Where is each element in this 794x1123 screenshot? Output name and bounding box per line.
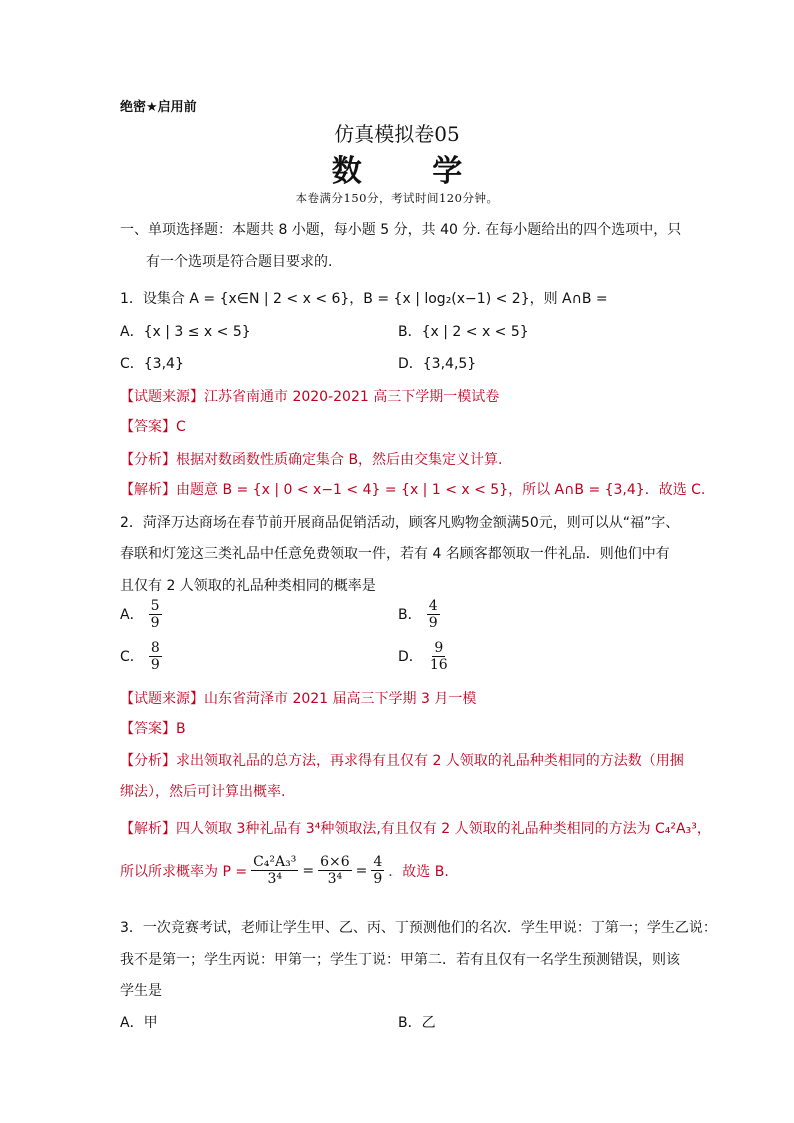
fraction-denominator: 3⁴ <box>267 871 282 887</box>
q1-source: 【试题来源】江苏省南通市 2020-2021 高三下学期一模试卷 <box>120 389 500 405</box>
q2-option-d-label: D． <box>398 649 423 665</box>
q2-option-c <box>120 640 162 673</box>
q3-stem-line3: 学生是 <box>120 983 162 999</box>
fraction-denominator: 9 <box>150 657 160 673</box>
q2-solution-line1: 【解析】四人领取 3种礼品有 3⁴种领取法,有且仅有 2 人领取的礼品种类相同的方法为 C₄²A₃³， <box>120 821 711 837</box>
q1-solution: 【解析】由题意 B = {x | 0 < x−1 < 4} = {x | 1 < x < 5}，所以 A∩B = {3,4}．故选 C. <box>120 482 706 498</box>
q1-analysis: 【分析】根据对数函数性质确定集合 B，然后由交集定义计算. <box>120 452 503 468</box>
q2-stem-line2: 春联和灯笼这三类礼品中任意免费领取一件，若有 4 名顾客都领取一件礼品．则他们中有 <box>120 546 670 562</box>
q2-option-a <box>120 598 162 631</box>
q2-solution-fraction-1 <box>251 854 298 887</box>
q2-option-b-label: B． <box>398 607 422 623</box>
q2-option-d-fraction <box>428 640 450 673</box>
fraction-denominator: 9 <box>373 871 383 887</box>
fraction-numerator: 8 <box>150 640 160 656</box>
q2-solution-fraction-2 <box>318 854 352 887</box>
q1-option-a: A．{x | 3 ≤ x < 5} <box>120 324 251 340</box>
q2-option-b <box>398 598 440 631</box>
q1-option-c: C．{3,4} <box>120 356 184 372</box>
q2-source: 【试题来源】山东省菏泽市 2021 届高三下学期 3 月一模 <box>120 691 477 707</box>
fraction-numerator: C₄²A₃³ <box>253 854 297 870</box>
q2-stem-line1: 2．菏泽万达商场在春节前开展商品促销活动，顾客凡购物金额满50元，则可以从“福”字、 <box>120 515 680 531</box>
q1-option-d: D．{3,4,5} <box>398 356 477 372</box>
exam-title: 仿真模拟卷05 <box>334 122 460 146</box>
q2-option-d <box>398 640 450 673</box>
q2-analysis-line2: 绑法），然后可计算出概率. <box>120 784 286 800</box>
section-heading-line1: 一、单项选择题：本题共 8 小题，每小题 5 分，共 40 分. 在每小题给出的四个选项中，只 <box>120 222 682 238</box>
q2-analysis-line1: 【分析】求出领取礼品的总方法，再求得有且仅有 2 人领取的礼品种类相同的方法数（用捆 <box>120 753 684 769</box>
fraction-denominator: 9 <box>428 615 438 631</box>
q2-solution-prefix: 所以所求概率为 P = <box>120 863 248 880</box>
q1-stem: 1．设集合 A = {x∈N | 2 < x < 6}，B = {x | log₂(x−1) < 2}，则 A∩B = <box>120 291 608 307</box>
q1-option-b: B．{x | 2 < x < 5} <box>398 324 529 340</box>
q2-answer: 【答案】B <box>120 721 186 737</box>
q2-option-a-label: A． <box>120 607 144 623</box>
q2-option-b-fraction <box>427 598 440 631</box>
fraction-numerator: 4 <box>373 854 383 870</box>
subject-title: 数 学 <box>331 154 493 189</box>
q1-answer: 【答案】C <box>120 419 186 435</box>
fraction-numerator: 9 <box>434 640 444 656</box>
q2-solution-fraction-3 <box>371 854 384 887</box>
fraction-denominator: 3⁴ <box>327 871 343 887</box>
exam-subtitle: 本卷满分150分，考试时间120分钟。 <box>295 191 499 205</box>
q2-solution-suffix: ．故选 B. <box>388 863 449 880</box>
q2-stem-line3: 且仅有 2 人领取的礼品种类相同的概率是 <box>120 578 376 594</box>
fraction-denominator: 16 <box>429 657 448 673</box>
fraction-numerator: 5 <box>150 598 160 614</box>
equals-sign: = <box>355 862 368 879</box>
fraction-numerator: 6×6 <box>320 854 350 870</box>
q2-option-a-fraction <box>149 598 162 631</box>
q2-solution-line2 <box>120 854 449 887</box>
q3-option-a: A．甲 <box>120 1015 158 1031</box>
q3-option-b: B．乙 <box>398 1015 436 1031</box>
q2-option-c-label: C． <box>120 649 144 665</box>
q2-option-c-fraction <box>149 640 162 673</box>
q3-stem-line2: 我不是第一；学生丙说：甲第一；学生丁说：甲第二．若有且仅有一名学生预测错误，则该 <box>120 952 680 968</box>
section-heading-line2: 有一个选项是符合题目要求的. <box>146 254 333 270</box>
fraction-denominator: 9 <box>150 615 160 631</box>
confidential-mark: 绝密★启用前 <box>120 100 197 115</box>
fraction-numerator: 4 <box>428 598 438 614</box>
q3-stem-line1: 3．一次竞赛考试，老师让学生甲、乙、丙、丁预测他们的名次．学生甲说：丁第一；学生乙说： <box>120 920 717 936</box>
equals-sign: = <box>302 862 315 879</box>
